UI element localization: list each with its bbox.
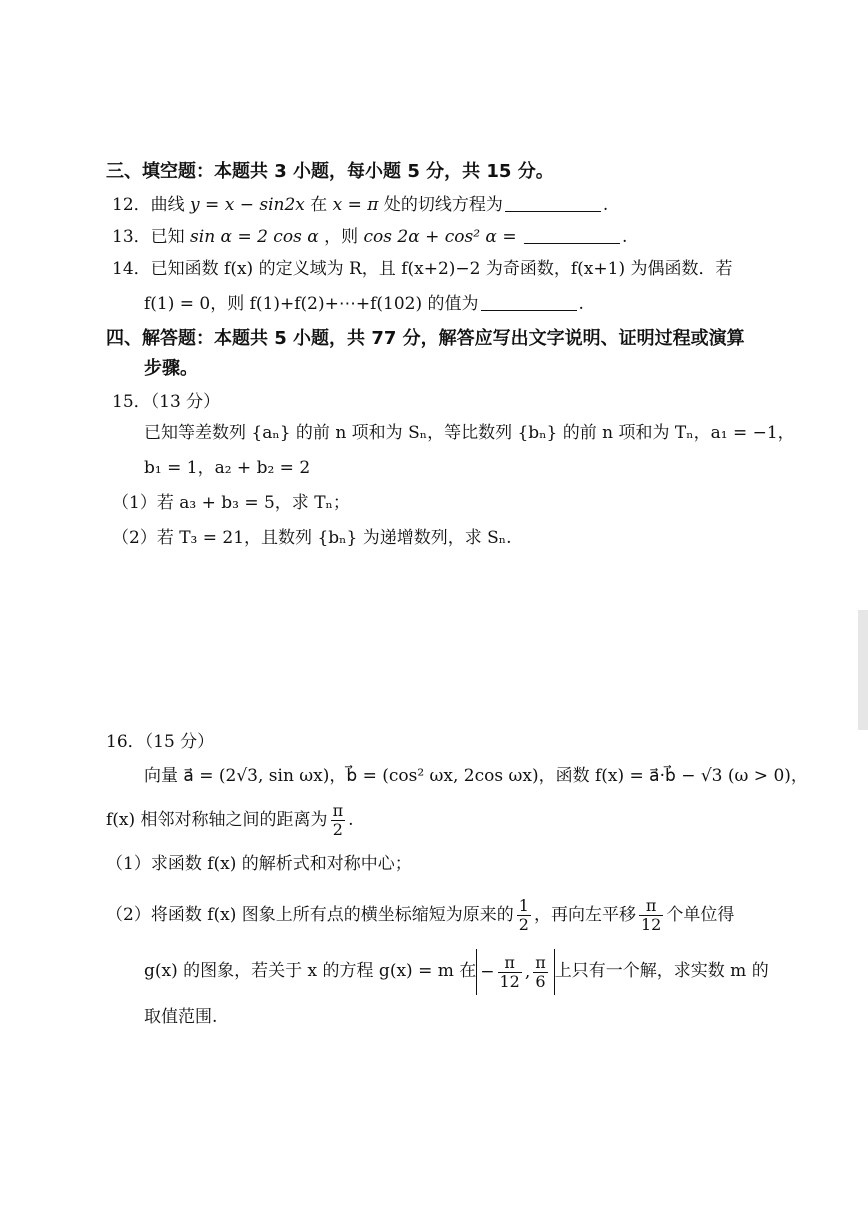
q13-expr2: cos 2α + cos² α = [363,227,517,247]
q16-line1: 向量 a⃗ = (2√3, sin ωx)，b⃗ = (cos² ωx, 2cos ωx)，函数 f(x) = a⃗·b⃗ − √3 (ω > 0)， [144,766,808,786]
q13-end: . [621,227,628,247]
frac-den: 2 [332,820,343,839]
q12-text-b: 在 [310,195,328,215]
q14-end: . [578,294,584,314]
q12-answer-blank[interactable] [505,195,601,212]
section3-heading: 三、填空题：本题共 3 小题，每小题 5 分，共 15 分。 [106,161,554,182]
q16-line4-text-a: g(x) 的图象，若关于 x 的方程 g(x) = m 在 [144,961,477,981]
frac-num: 1 [518,896,529,915]
q14-answer-blank[interactable] [481,294,577,311]
q16-header: 16．（15 分） [106,732,215,752]
q12-expr2: x = π [332,195,379,215]
q13-expr1: sin α = 2 cos α [190,227,319,247]
question-12 [112,193,608,217]
q16-line2-end: . [348,810,354,830]
q16-line5: 取值范围. [144,1007,218,1027]
q16-part2-line2 [144,944,769,998]
q16-part2-line1 [106,893,734,937]
section4-heading-line1: 四、解答题：本题共 5 小题，共 77 分，解答应写出文字说明、证明过程或演算 [106,328,745,349]
q16-line2-text: f(x) 相邻对称轴之间的距离为 [106,810,328,830]
frac-den: 2 [518,915,529,934]
q15-line1: 已知等差数列 {aₙ} 的前 n 项和为 Sₙ，等比数列 {bₙ} 的前 n 项和为 Tₙ，a₁ = −1， [144,423,795,443]
frac-num: π [535,952,546,972]
question-14-line1 [112,257,732,281]
question-14-line2 [144,292,584,316]
q16-fraction-pi-over-12 [639,897,663,934]
q16-interval [476,949,555,995]
q14-number: 14． [112,259,151,279]
frac-den: 12 [499,971,520,991]
q12-end: . [602,195,609,215]
frac-num: π [639,897,663,916]
question-13 [112,225,627,249]
interval-right-fraction [533,954,548,991]
q14-line2: f(1) = 0，则 f(1)+f(2)+⋯+f(102) 的值为 [144,294,479,314]
q15-line2: b₁ = 1，a₂ + b₂ = 2 [144,458,311,478]
interval-sign: − [480,961,495,982]
scan-edge-shadow [858,610,868,730]
frac-num: π [498,954,522,973]
q14-line1: 已知函数 f(x) 的定义域为 R，且 f(x+2)−2 为奇函数，f(x+1) 为偶函数．若 [150,259,733,279]
q12-text-a: 曲线 [150,195,185,215]
q13-number: 13． [112,227,151,247]
q12-expr1: y = x − sin2x [190,195,305,215]
q16-part2-text-c: 个单位得 [666,905,735,925]
q15-header: 15．（13 分） [112,392,221,412]
q12-text-c: 处的切线方程为 [383,195,503,215]
interval-comma: , [524,961,531,982]
q15-part2: （2）若 T₃ = 21，且数列 {bₙ} 为递增数列，求 Sₙ. [112,528,512,548]
q16-part1: （1）求函数 f(x) 的解析式和对称中心； [106,854,412,874]
q16-part2-text-b: ，再向左平移 [533,905,636,925]
interval-left-fraction [498,954,522,991]
q16-fraction-1-over-2 [517,897,531,934]
q12-number: 12． [112,195,151,215]
frac-den: 12 [640,915,662,934]
q16-fraction-pi-over-2 [331,802,346,839]
q16-part2-text-a: （2）将函数 f(x) 图象上所有点的横坐标缩短为原来的 [106,905,514,925]
q13-answer-blank[interactable] [524,227,620,244]
q15-part1: （1）若 a₃ + b₃ = 5，求 Tₙ； [112,493,350,513]
frac-den: 6 [535,971,546,991]
q16-line4-text-b: 上只有一个解，求实数 m 的 [554,961,769,981]
q13-text-b: ，则 [324,227,359,247]
frac-num: π [332,801,344,820]
q16-line2 [106,800,353,840]
q13-text-a: 已知 [150,227,185,247]
section4-heading-line2: 步骤。 [144,358,198,379]
